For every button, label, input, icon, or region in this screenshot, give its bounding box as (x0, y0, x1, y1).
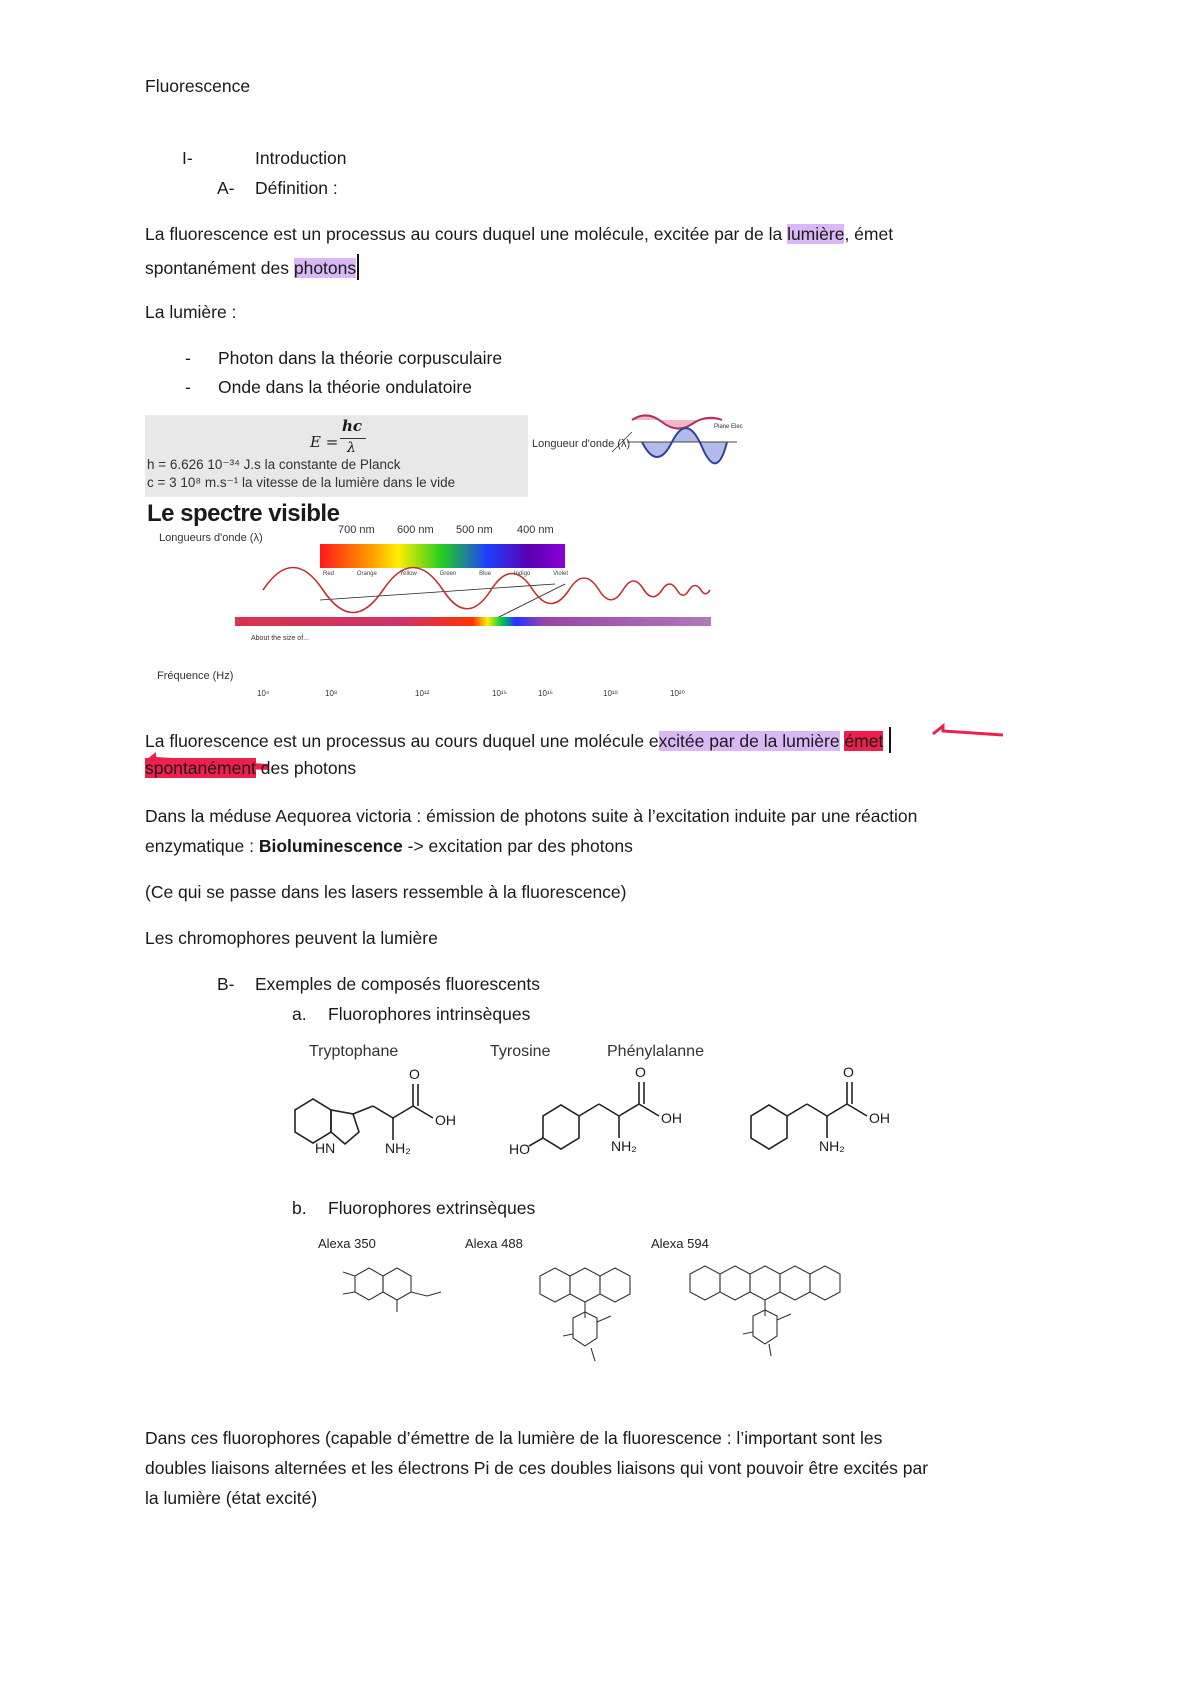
trp-hn: HN (315, 1140, 336, 1156)
freq-tick-3: 10¹² (415, 689, 430, 698)
spectrum-graphics (145, 500, 730, 695)
frequency-label: Fréquence (Hz) (157, 670, 234, 682)
trp-o: O (409, 1066, 420, 1082)
tyr-oh: OH (661, 1110, 682, 1126)
alexa-structures (315, 1236, 895, 1406)
phe-nh2: NH₂ (819, 1138, 845, 1154)
nm-label-700: 700 nm (338, 524, 375, 536)
bullet-dash-1: - (185, 348, 191, 368)
tyr-ho: HO (509, 1141, 530, 1157)
highlight-emet: émet (844, 731, 884, 751)
trp-nh2: NH₂ (385, 1140, 411, 1156)
tyr-o: O (635, 1064, 646, 1080)
freq-tick-5: 10¹⁶ (538, 689, 553, 698)
highlight-excitee: xcitée par de la lumière (658, 731, 840, 751)
nm-label-600: 600 nm (397, 524, 434, 536)
lumiere-heading: La lumière : (145, 302, 237, 322)
tryptophane-label: Tryptophane (309, 1043, 399, 1060)
subsection-a-label: A- (217, 178, 235, 198)
formula-numerator: hc (342, 417, 363, 435)
bullet-dash-2: - (185, 377, 191, 397)
conclusion-line-3: la lumière (état excité) (145, 1488, 318, 1508)
item-b-title: Fluorophores extrinsèques (328, 1198, 536, 1218)
meduse-line-2: enzymatique : Bioluminescence -> excitation par des photons (145, 836, 633, 856)
right-arrow-icon (933, 726, 1003, 735)
visible-gradient-bar (320, 544, 565, 568)
phenylalanine-label: Phénylalanne (607, 1043, 704, 1060)
item-a-title: Fluorophores intrinsèques (328, 1004, 531, 1024)
item-a-label: a. (292, 1004, 307, 1024)
alexa-350-label: Alexa 350 (318, 1236, 376, 1251)
trp-oh: OH (435, 1112, 456, 1128)
chromophores-line: Les chromophores peuvent la lumière (145, 928, 438, 948)
highlight-photons: photons (293, 258, 357, 278)
document-title: Fluorescence (145, 76, 251, 96)
definition-line-2: spontanément des photons (145, 254, 359, 280)
definition-line-1: La fluorescence est un processus au cours duquel une molécule, excitée par de la lumière, émet (145, 224, 894, 244)
size-label: About the size of... (251, 635, 309, 642)
spectrum-title: Le spectre visible (147, 500, 340, 527)
formula-box (145, 415, 528, 497)
formula-e: E = (310, 433, 339, 451)
highlight-lumiere: lumière (787, 224, 845, 244)
section-number: I- (182, 148, 193, 168)
nm-label-500: 500 nm (456, 524, 493, 536)
text-cursor (357, 254, 359, 280)
freq-tick-2: 10⁸ (325, 689, 338, 698)
subsection-b-title: Exemples de composés fluorescents (255, 974, 540, 994)
alexa-594-label: Alexa 594 (651, 1236, 709, 1251)
wave-length-label: Longueur d'onde (λ) (532, 438, 631, 450)
conclusion-line-2: doubles liaisons alternées et les électrons Pi de ces doubles liaisons qui vont pouvoir être excités par (145, 1458, 929, 1478)
highlight-spontanement: spontanément (145, 758, 256, 778)
fraction-bar (340, 438, 366, 439)
subsection-b-label: B- (217, 974, 235, 994)
conclusion-line-1: Dans ces fluorophores (capable d’émettre de la lumière de la fluorescence : l’important sont les (145, 1428, 883, 1448)
wave-small-label: Plane Elec (714, 424, 743, 430)
frequency-bar (235, 617, 711, 626)
definition2-line-1: La fluorescence est un processus au cours duquel une molécule excitée par de la lumière émet (145, 727, 891, 753)
freq-tick-6: 10¹⁸ (603, 689, 618, 698)
em-wave-figure (532, 412, 742, 482)
formula-denominator: λ (347, 440, 356, 456)
phe-oh: OH (869, 1110, 890, 1126)
section-title: Introduction (255, 148, 347, 168)
tyr-nh2: NH₂ (611, 1138, 637, 1154)
bullet-text-1: Photon dans la théorie corpusculaire (218, 348, 503, 368)
formula-c: c = 3 10⁸ m.s⁻¹ la vitesse de la lumière dans le vide (147, 475, 456, 490)
freq-tick-4: 10¹⁵ (492, 689, 507, 698)
item-b-label: b. (292, 1198, 307, 1218)
meduse-line-1: Dans la méduse Aequorea victoria : émission de photons suite à l’excitation induite par une réaction (145, 806, 918, 826)
formula-h: h = 6.626 10⁻³⁴ J.s la constante de Planck (147, 457, 401, 472)
amino-acids-figure (285, 1040, 925, 1170)
color-names-row: Red Orange Yellow Green Blue Indigo Violet (323, 571, 568, 577)
nm-label-400: 400 nm (517, 524, 554, 536)
alexa-488-label: Alexa 488 (465, 1236, 523, 1251)
bullet-text-2: Onde dans la théorie ondulatoire (218, 377, 472, 397)
definition2-line-2: spontanément des photons (145, 758, 357, 778)
tyrosine-label: Tyrosine (490, 1043, 551, 1060)
freq-tick-7: 10²⁰ (670, 689, 685, 698)
visible-spectrum-figure (145, 500, 730, 698)
wavelength-label: Longueurs d'onde (λ) (159, 532, 263, 544)
alexa-figure (315, 1236, 895, 1406)
lasers-note: (Ce qui se passe dans les lasers ressemble à la fluorescence) (145, 882, 627, 902)
phe-o: O (843, 1064, 854, 1080)
freq-tick-1: 10⁴ (257, 689, 270, 698)
subsection-a-title: Définition : (255, 178, 338, 198)
